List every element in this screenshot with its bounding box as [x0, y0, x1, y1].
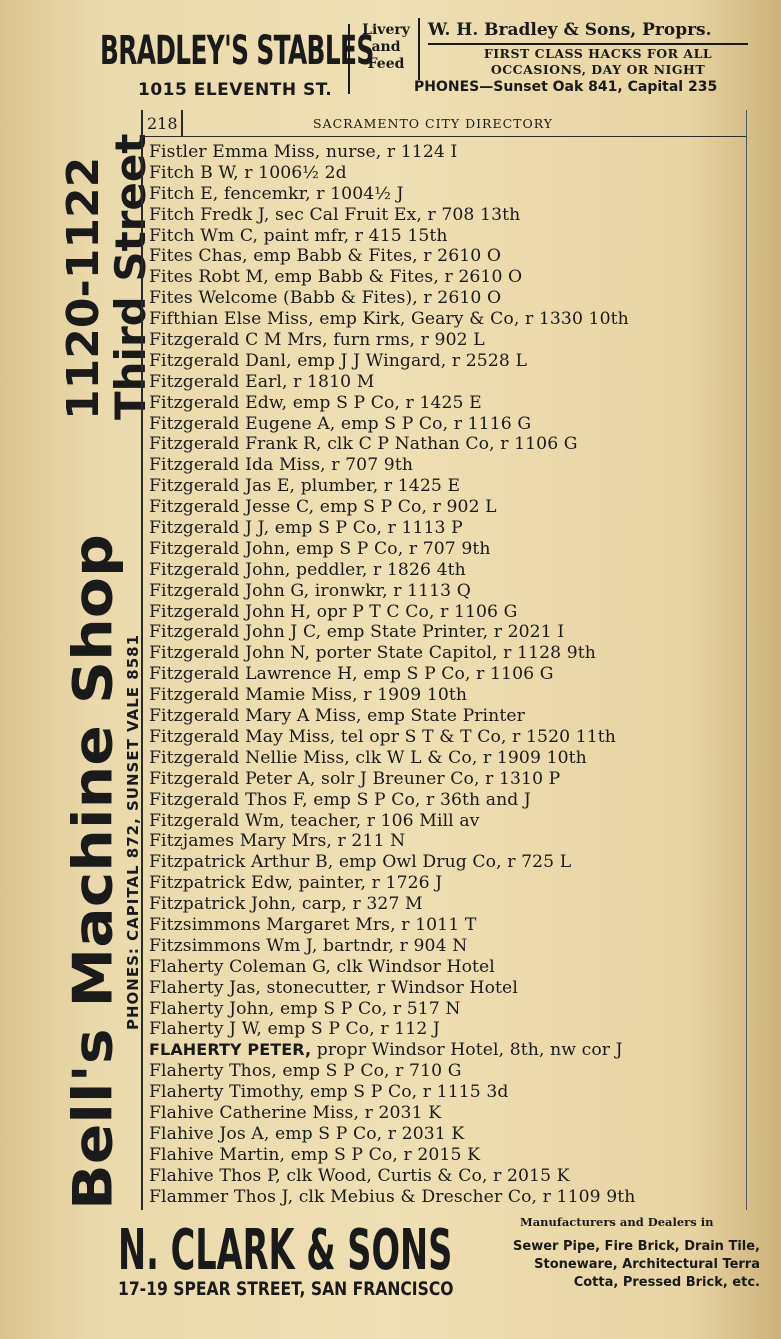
entry-name: Fites Welcome — [149, 288, 278, 309]
entry-name: Fitzgerald John, — [149, 559, 291, 580]
directory-entry — [149, 894, 749, 915]
header-divider — [181, 110, 183, 136]
entry-detail: emp Owl Drug Co, r 725 L — [333, 852, 572, 873]
entry-name: Fitzgerald Wm, — [149, 810, 285, 831]
entry-detail: emp S P Co, r 902 L — [314, 497, 497, 518]
entry-detail: solr J Breuner Co, r 1310 P — [315, 768, 561, 789]
directory-entry — [149, 1124, 749, 1145]
entry-name: Fitzgerald Lawrence H, — [149, 664, 358, 685]
directory-entry — [149, 915, 749, 936]
entry-name: Fitzpatrick Arthur B, — [149, 852, 334, 873]
directory-entry — [149, 1040, 749, 1061]
directory-entry — [149, 664, 749, 685]
entry-detail: opr P T C Co, r 1106 G — [311, 601, 518, 622]
entry-detail: nurse, r 1124 I — [320, 142, 458, 162]
entry-name: Fitzjames Mary Mrs, — [149, 831, 332, 852]
entry-name: Fitzgerald John J C, — [149, 622, 322, 643]
entry-detail: r 707 9th — [325, 455, 414, 476]
entry-detail: emp Kirk, Geary & Co, r 1330 10th — [313, 309, 629, 330]
directory-entry — [149, 790, 749, 811]
entry-detail: (Babb & Fites), r 2610 O — [277, 288, 502, 309]
directory-entry — [149, 999, 749, 1020]
entry-name: Flahive Thos P, — [149, 1165, 281, 1186]
entry-detail: emp Babb & Fites, r 2610 O — [268, 267, 523, 288]
directory-entry — [149, 497, 749, 518]
directory-entry — [149, 142, 749, 163]
entry-name: Fitch B W, — [149, 162, 239, 183]
entry-name: Flammer Thos J, — [149, 1186, 294, 1207]
entry-name: Fitzgerald Danl, — [149, 350, 292, 371]
goods-line-3: Cotta, Pressed Brick, etc. — [573, 1275, 760, 1290]
entry-detail: ironwkr, r 1113 Q — [309, 580, 471, 601]
entry-detail: clk W L & Co, r 1909 10th — [349, 747, 587, 768]
entry-name: Fifthian Else Miss, — [149, 309, 314, 330]
entry-name: Flaherty Timothy, — [149, 1082, 305, 1103]
directory-entry — [149, 539, 749, 560]
entry-name: Fitch E, — [149, 183, 219, 204]
directory-entry — [149, 1103, 749, 1124]
entry-name: Fitch Fredk J, — [149, 204, 270, 225]
entry-name: Fistler Emma Miss, — [149, 142, 321, 162]
entry-detail: emp S P Co, r 1425 E — [287, 392, 482, 413]
entry-detail: emp S P Co, r 1113 P — [269, 518, 463, 539]
directory-entry — [149, 163, 749, 184]
directory-entry — [149, 978, 749, 999]
feed-word: Feed — [367, 56, 405, 72]
directory-entry — [149, 226, 749, 247]
entry-name: Fitzgerald May Miss, — [149, 726, 336, 747]
entry-detail: clk Windsor Hotel — [330, 956, 495, 977]
entry-name: Flaherty Thos, — [149, 1061, 277, 1082]
entry-name: Fitzgerald John G, — [149, 580, 310, 601]
entry-detail: painter, r 1726 J — [293, 873, 443, 894]
directory-entry — [149, 184, 749, 205]
directory-entry — [149, 476, 749, 497]
entry-detail: r 1011 T — [395, 914, 477, 935]
entry-name: Flaherty Coleman G, — [149, 956, 331, 977]
directory-entry — [149, 643, 749, 664]
entry-name: Fitch Wm C, — [149, 225, 259, 246]
ad-brand-name: BRADLEY'S STABLES — [100, 28, 374, 74]
entry-detail: emp S P Co, r 36th and J — [307, 789, 531, 810]
entry-name: Flaherty J W, — [149, 1019, 262, 1040]
directory-entry — [149, 330, 749, 351]
entry-name: Fitzgerald J J, — [149, 518, 270, 539]
clark-sons-ad — [110, 1212, 760, 1337]
entry-detail: emp State Printer, r 2021 I — [321, 622, 565, 643]
entry-name: Fitzgerald Edw, — [149, 392, 288, 413]
page-title: SACRAMENTO CITY DIRECTORY — [313, 116, 554, 131]
shop-address-street: Third Street — [106, 133, 155, 420]
entry-detail: emp S P Co, r 707 9th — [290, 538, 491, 559]
entry-detail: sec Cal Fruit Ex, r 708 13th — [269, 204, 521, 225]
bells-machine-shop-ad — [50, 120, 155, 1215]
and-word: and — [371, 39, 401, 55]
entry-name: Flahive Catherine Miss, — [149, 1102, 360, 1123]
directory-entry — [149, 706, 749, 727]
entry-detail: peddler, r 1826 4th — [290, 559, 466, 580]
goods-line-1: Sewer Pipe, Fire Brick, Drain Tile, — [513, 1239, 760, 1254]
entry-detail: emp J J Wingard, r 2528 L — [291, 350, 527, 371]
directory-entry — [149, 1061, 749, 1082]
directory-entry — [149, 455, 749, 476]
entry-detail: emp S P Co, r 1106 G — [357, 664, 554, 685]
entry-name: Fitzgerald C M Mrs, — [149, 330, 328, 351]
directory-entry — [149, 518, 749, 539]
directory-entry — [149, 748, 749, 769]
directory-entry — [149, 351, 749, 372]
entry-name: Fitzgerald John H, — [149, 601, 312, 622]
entry-detail: emp S P Co, r 710 G — [276, 1061, 462, 1082]
bradley-stables-ad — [98, 18, 758, 104]
entry-detail: stonecutter, r Windsor Hotel — [260, 977, 518, 998]
entry-name: Fitzgerald Ida Miss, — [149, 455, 326, 476]
entry-detail: clk C P Nathan Co, r 1106 G — [321, 434, 578, 455]
entry-list — [149, 142, 749, 1207]
hacks-line-1: FIRST CLASS HACKS FOR ALL — [483, 46, 713, 61]
entry-detail: emp S P Co, r 1116 G — [335, 413, 532, 434]
clark-mfr-line: Manufacturers and Dealers in — [520, 1215, 714, 1229]
clark-address: 17-19 SPEAR STREET, SAN FRANCISCO — [118, 1278, 454, 1300]
entry-name: Fitzgerald Peter A, — [149, 768, 316, 789]
directory-entry — [149, 1145, 749, 1166]
entry-detail: propr Windsor Hotel, 8th, nw cor J — [311, 1040, 623, 1061]
entry-name: Fitzgerald Nellie Miss, — [149, 747, 350, 768]
entry-name: Fitzgerald Thos F, — [149, 789, 308, 810]
directory-entry — [149, 560, 749, 581]
entry-detail: r 1006½ 2d — [238, 162, 347, 183]
directory-entry — [149, 602, 749, 623]
entry-detail: clk Wood, Curtis & Co, r 2015 K — [280, 1165, 570, 1186]
directory-entry — [149, 1082, 749, 1103]
entry-detail: porter State Capitol, r 1128 9th — [310, 643, 596, 664]
ad-phones: PHONES—Sunset Oak 841, Capital 235 — [414, 79, 718, 95]
directory-entry — [149, 831, 749, 852]
entry-name: Fitzgerald Mamie Miss, — [149, 685, 358, 706]
entry-name: Fitzsimmons Margaret Mrs, — [149, 914, 396, 935]
entry-detail: r 211 N — [331, 831, 406, 852]
entry-name: Fitzgerald John N, — [149, 643, 311, 664]
directory-entry — [149, 1019, 749, 1040]
entry-detail: furn rms, r 902 L — [327, 330, 485, 351]
entry-detail: emp S P Co, r 1115 3d — [304, 1082, 509, 1103]
entry-detail: tel opr S T & T Co, r 1520 11th — [335, 726, 616, 747]
directory-entry — [149, 267, 749, 288]
directory-entry — [149, 852, 749, 873]
entry-detail: bartndr, r 904 N — [317, 935, 468, 956]
directory-entry — [149, 727, 749, 748]
directory-entry — [149, 811, 749, 832]
entry-detail: emp Babb & Fites, r 2610 O — [247, 246, 502, 267]
page-header — [143, 110, 747, 137]
directory-entry — [149, 1187, 749, 1208]
entry-name: Fitzgerald Jas E, — [149, 476, 296, 497]
entry-name: Fitzsimmons Wm J, — [149, 935, 318, 956]
directory-entry — [149, 372, 749, 393]
hacks-line-2: OCCASIONS, DAY OR NIGHT — [490, 62, 706, 77]
entry-detail: emp S P Co, r 2031 K — [269, 1123, 465, 1144]
entry-detail: emp State Printer — [361, 706, 525, 727]
entry-name: Fites Chas, — [149, 246, 248, 267]
directory-entry — [149, 309, 749, 330]
entry-detail: emp S P Co, r 112 J — [261, 1019, 440, 1040]
entry-name: Fitzgerald Eugene A, — [149, 413, 336, 434]
clark-goods — [470, 1238, 760, 1292]
ad-address: 1015 ELEVENTH ST. — [138, 80, 333, 100]
directory-listing — [141, 110, 747, 1210]
entry-name: Flahive Jos A, — [149, 1123, 270, 1144]
shop-address-number: 1120-1122 — [58, 156, 109, 420]
entry-detail: fencemkr, r 1004½ J — [218, 183, 404, 204]
entry-name: Fitzpatrick Edw, — [149, 873, 294, 894]
entry-detail: r 1909 10th — [357, 685, 468, 706]
directory-entry — [149, 769, 749, 790]
entry-name: Flaherty John, — [149, 998, 275, 1019]
entry-detail: emp S P Co, r 2015 K — [285, 1144, 481, 1165]
entry-detail: r 1810 M — [287, 371, 375, 392]
directory-entry — [149, 246, 749, 267]
entry-name: Fitzgerald John, — [149, 538, 291, 559]
livery-word: Livery — [362, 22, 410, 38]
directory-entry — [149, 434, 749, 455]
ad-rule — [428, 43, 748, 45]
entry-detail: teacher, r 106 Mill av — [284, 810, 480, 831]
entry-name: Fitzgerald Frank R, — [149, 434, 322, 455]
entry-name: Fites Robt M, — [149, 267, 269, 288]
entry-detail: emp S P Co, r 517 N — [274, 998, 461, 1019]
ad-owner: W. H. Bradley & Sons, Proprs. — [428, 20, 712, 40]
entry-name: Fitzpatrick John, — [149, 894, 297, 915]
livery-label — [356, 22, 416, 73]
directory-entry — [149, 957, 749, 978]
clark-name: N. CLARK & SONS — [118, 1218, 453, 1283]
directory-entry — [149, 414, 749, 435]
goods-line-2: Stoneware, Architectural Terra — [534, 1257, 760, 1272]
entry-name: Flaherty Jas, — [149, 977, 261, 998]
directory-entry — [149, 873, 749, 894]
entry-name: Fitzgerald Earl, — [149, 371, 288, 392]
entry-detail: carp, r 327 M — [296, 894, 423, 915]
entry-name: Fitzgerald Mary A Miss, — [149, 706, 362, 727]
ad-hacks — [448, 46, 748, 78]
directory-entry — [149, 581, 749, 602]
entry-name: Fitzgerald Jesse C, — [149, 497, 315, 518]
directory-entry — [149, 685, 749, 706]
shop-phones: PHONES: CAPITAL 872, SUNSET VALE 8581 — [124, 633, 142, 1030]
directory-entry — [149, 288, 749, 309]
entry-name: FLAHERTY PETER, — [149, 1040, 312, 1060]
entry-name: Flahive Martin, — [149, 1144, 286, 1165]
directory-entry — [149, 205, 749, 226]
page-number: 218 — [147, 114, 178, 133]
shop-name: Bell's Machine Shop — [62, 534, 125, 1210]
entry-detail: paint mfr, r 415 15th — [258, 225, 448, 246]
entry-detail: r 2031 K — [359, 1102, 442, 1123]
directory-entry — [149, 393, 749, 414]
directory-entry — [149, 1166, 749, 1187]
entry-detail: plumber, r 1425 E — [295, 476, 461, 497]
directory-entry — [149, 936, 749, 957]
directory-entry — [149, 622, 749, 643]
entry-detail: clk Mebius & Drescher Co, r 1109 9th — [293, 1186, 636, 1207]
